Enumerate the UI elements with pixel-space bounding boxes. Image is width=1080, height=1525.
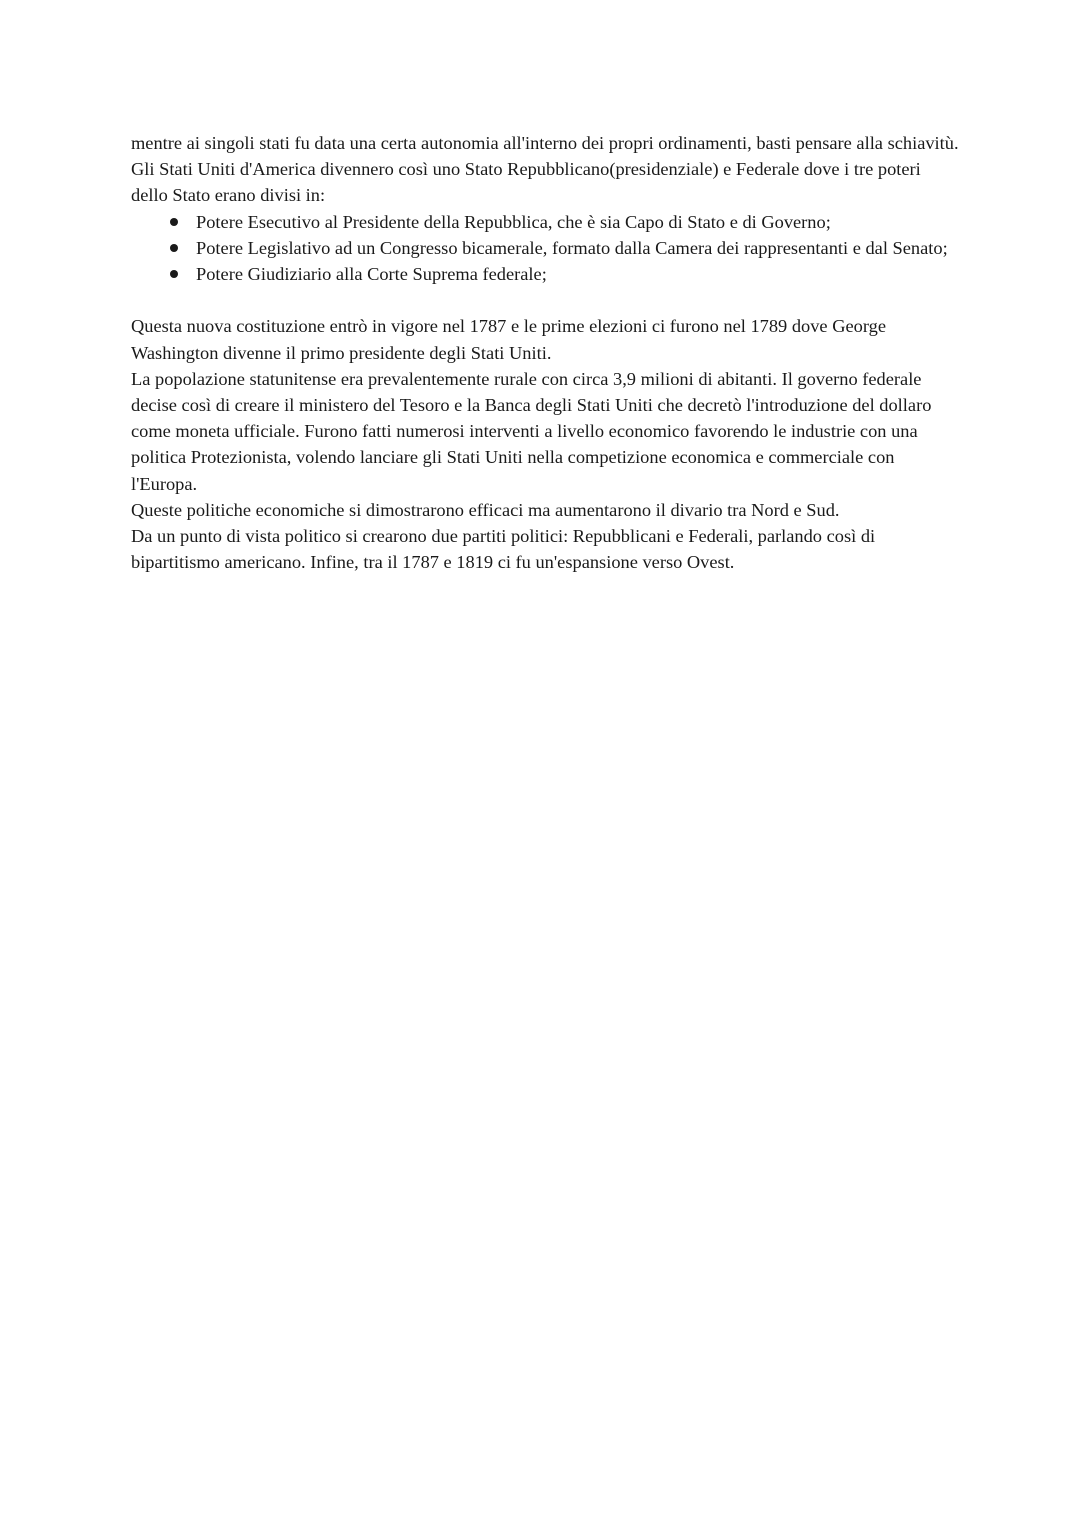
paragraph-population: La popolazione statunitense era prevalentemente rurale con circa 3,9 milioni di abitanti. Il governo federale decise così di creare il ministero del Tesoro e la Banca degli Stati Uniti che decretò l'introduzione del dollaro come moneta ufficiale. Furono fatti numerosi interventi a livello economico favorendo le industrie con una politica Protezionista, volendo lanciare gli Stati Uniti nella competizione economica e commerciale con l'Europa. <box>131 368 932 494</box>
document-body <box>131 130 961 575</box>
list-item-text: Potere Giudiziario alla Corte Suprema federale; <box>196 264 547 285</box>
list-item-judiciary <box>131 261 961 287</box>
paragraph-spacer <box>131 287 961 313</box>
list-item-text: Potere Esecutivo al Presidente della Repubblica, che è sia Capo di Stato e di Governo; <box>196 211 831 232</box>
bullet-icon <box>170 244 178 252</box>
paragraph-republic: Gli Stati Uniti d'America divennero così uno Stato Repubblicano(presidenziale) e Federale dove i tre poteri dello Stato erano divisi in: <box>131 159 921 206</box>
list-item-text: Potere Legislativo ad un Congresso bicamerale, formato dalla Camera dei rappresentanti e dal Senato; <box>196 237 948 258</box>
paragraph-constitution: Questa nuova costituzione entrò in vigore nel 1787 e le prime elezioni ci furono nel 1789 dove George Washington divenne il primo presidente degli Stati Uniti. <box>131 316 886 363</box>
list-item-legislative <box>131 235 961 261</box>
bullet-icon <box>170 270 178 278</box>
bullet-icon <box>170 218 178 226</box>
powers-list <box>131 209 961 288</box>
paragraph-parties: Da un punto di vista politico si crearono due partiti politici: Repubblicani e Federali, parlando così di bipartitismo americano. Infine, tra il 1787 e 1819 ci fu un'espansione verso Ovest. <box>131 526 876 573</box>
paragraph-autonomy: mentre ai singoli stati fu data una certa autonomia all'interno dei propri ordinamenti, basti pensare alla schiavitù. <box>131 133 959 153</box>
list-item-executive <box>131 209 961 235</box>
paragraph-economy: Queste politiche economiche si dimostrarono efficaci ma aumentarono il divario tra Nord e Sud. <box>131 499 840 520</box>
